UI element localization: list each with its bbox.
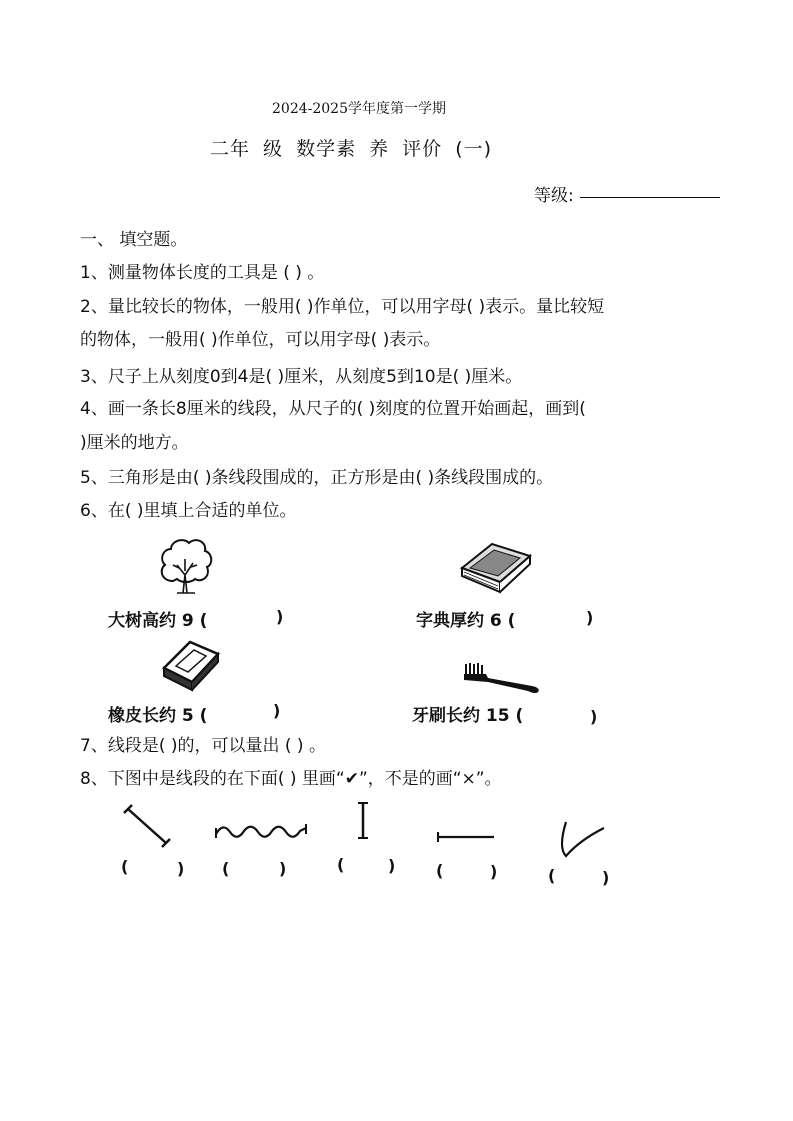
answer-2-open-bracket: ( [222,859,230,878]
figure-wavy-line [212,820,308,842]
question-8: 8、下图中是线段的在下面( ) 里画“✔”，不是的画“×”。 [80,769,502,789]
toothbrush-length-close-bracket: ) [590,707,598,726]
figure-vertical-segment [356,800,370,842]
answer-5-close-bracket: ) [602,868,610,887]
figure-line-segment-slanted [120,805,172,847]
question-2-line-1: 2、量比较长的物体，一般用( )作单位，可以用字母( )表示。量比较短 [80,297,605,317]
answer-4-open-bracket: ( [436,861,444,880]
answer-1-open-bracket: ( [121,857,129,876]
dictionary-icon [458,538,534,594]
answer-2-close-bracket: ) [279,859,287,878]
question-7: 7、线段是( )的，可以量出 ( ) 。 [80,736,326,756]
term-label: 2024-2025学年度第一学期 [272,101,446,117]
question-1: 1、测量物体长度的工具是 ( ) 。 [80,263,325,283]
grade-label: 等级: [534,186,574,206]
tree-height-close-bracket: ) [276,607,284,626]
question-3: 3、尺子上从刻度0到4是( )厘米，从刻度5到10是( )厘米。 [80,367,523,387]
question-4-line-2: )厘米的地方。 [80,433,189,453]
answer-1-close-bracket: ) [177,859,185,878]
section-heading: 一、 填空题。 [80,230,188,250]
question-4-line-1: 4、画一条长8厘米的线段，从尺子的( )刻度的位置开始画起，画到( [80,399,586,419]
page-title: 二年 级 数学素 养 评价 (一) [210,138,493,160]
answer-5-open-bracket: ( [548,866,556,885]
eraser-length-close-bracket: ) [273,701,281,720]
question-2-line-2: 的物体，一般用( )作单位，可以用字母( )表示。 [80,330,441,350]
dictionary-thickness-close-bracket: ) [586,608,594,627]
grade-blank[interactable] [580,197,720,198]
dictionary-thickness-label: 字典厚约 6 ( [416,611,516,631]
toothbrush-length-label: 牙刷长约 15 ( [412,706,524,726]
eraser-icon [160,636,222,690]
answer-4-close-bracket: ) [490,862,498,881]
tree-icon [155,535,215,595]
figure-horizontal-segment [434,830,498,844]
question-5: 5、三角形是由( )条线段围成的，正方形是由( )条线段围成的。 [80,468,554,488]
answer-3-close-bracket: ) [388,856,396,875]
eraser-length-label: 橡皮长约 5 ( [108,706,208,726]
figure-curve [556,818,608,860]
toothbrush-icon [462,660,542,696]
tree-height-label: 大树高约 9 ( [108,611,208,631]
answer-3-open-bracket: ( [337,855,345,874]
question-6: 6、在( )里填上合适的单位。 [80,501,297,521]
